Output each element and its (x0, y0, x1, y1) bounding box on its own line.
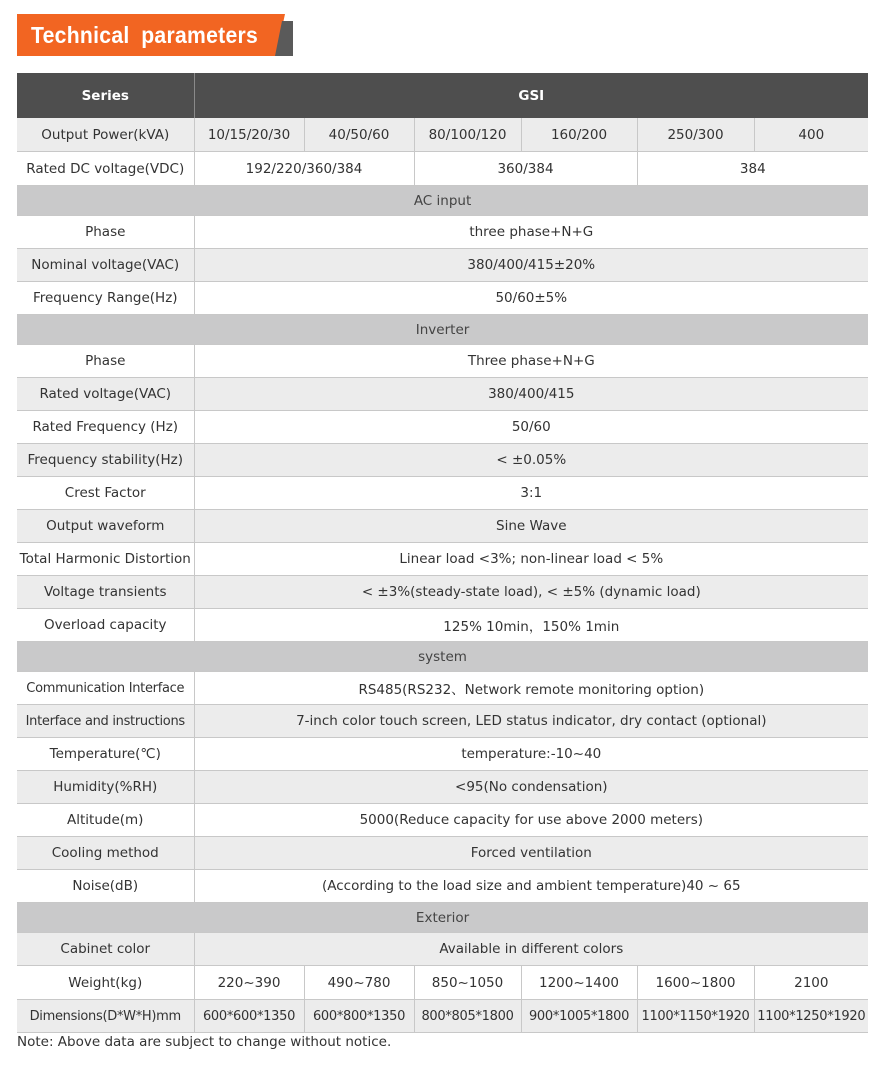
table-row (17, 966, 868, 1000)
table-row (17, 804, 868, 837)
table-cell: 850~1050 (414, 966, 521, 1000)
row-label: Phase (17, 216, 194, 249)
table-cell: 80/100/120 (414, 118, 521, 152)
row-value: 380/400/415 (194, 378, 868, 411)
row-value: Available in different colors (194, 933, 868, 966)
table-row (17, 345, 868, 378)
row-label: Weight(kg) (17, 966, 194, 1000)
row-label: Temperature(℃) (17, 738, 194, 771)
series-value: GSI (194, 73, 868, 118)
row-value: three phase+N+G (194, 216, 868, 249)
table-row (17, 933, 868, 966)
table-cell: 160/200 (521, 118, 637, 152)
row-value: 5000(Reduce capacity for use above 2000 meters) (194, 804, 868, 837)
row-value: (According to the load size and ambient temperature)40 ~ 65 (194, 870, 868, 903)
section-title: Exterior (17, 903, 868, 933)
section-banner (17, 14, 293, 56)
table-cell: 2100 (754, 966, 868, 1000)
row-label: Interface and instructions (17, 705, 194, 738)
row-label: Crest Factor (17, 477, 194, 510)
section-header-exterior (17, 903, 868, 933)
row-label: Output Power(kVA) (17, 118, 194, 152)
row-label: Noise(dB) (17, 870, 194, 903)
row-value: < ±0.05% (194, 444, 868, 477)
row-value: 50/60±5% (194, 282, 868, 315)
table-cell: 1100*1250*1920 (754, 1000, 868, 1033)
table-header-row (17, 73, 868, 118)
section-header-ac-input (17, 186, 868, 216)
table-row (17, 870, 868, 903)
row-value: Forced ventilation (194, 837, 868, 870)
table-cell: 250/300 (637, 118, 754, 152)
row-label: Dimensions(D*W*H)mm (17, 1000, 194, 1033)
row-label: Voltage transients (17, 576, 194, 609)
row-label: Rated DC voltage(VDC) (17, 152, 194, 186)
table-row (17, 609, 868, 642)
row-label: Frequency Range(Hz) (17, 282, 194, 315)
row-label: Rated voltage(VAC) (17, 378, 194, 411)
table-cell: 490~780 (304, 966, 414, 1000)
table-row (17, 1000, 868, 1033)
table-cell: 1100*1150*1920 (637, 1000, 754, 1033)
table-row (17, 477, 868, 510)
row-label: Cooling method (17, 837, 194, 870)
table-cell: 600*800*1350 (304, 1000, 414, 1033)
table-cell: 360/384 (414, 152, 637, 186)
row-label: Frequency stability(Hz) (17, 444, 194, 477)
table-row (17, 576, 868, 609)
row-value: 50/60 (194, 411, 868, 444)
page-title: Technical parameters (31, 22, 259, 48)
table-row (17, 378, 868, 411)
section-header-system (17, 642, 868, 672)
series-header: Series (17, 73, 194, 118)
table-row (17, 411, 868, 444)
table-row (17, 444, 868, 477)
row-label: Rated Frequency (Hz) (17, 411, 194, 444)
row-value: Linear load <3%; non-linear load < 5% (194, 543, 868, 576)
row-value: 3:1 (194, 477, 868, 510)
table-row (17, 152, 868, 186)
row-label: Nominal voltage(VAC) (17, 249, 194, 282)
row-label: Output waveform (17, 510, 194, 543)
table-row (17, 705, 868, 738)
table-cell: 10/15/20/30 (194, 118, 304, 152)
table-cell: 220~390 (194, 966, 304, 1000)
table-row (17, 216, 868, 249)
row-value: Three phase+N+G (194, 345, 868, 378)
section-title: AC input (17, 186, 868, 216)
table-row (17, 118, 868, 152)
section-header-inverter (17, 315, 868, 345)
row-value: 7-inch color touch screen, LED status indicator, dry contact (optional) (194, 705, 868, 738)
row-value: 380/400/415±20% (194, 249, 868, 282)
row-label: Total Harmonic Distortion (17, 543, 194, 576)
table-cell: 40/50/60 (304, 118, 414, 152)
row-label: Phase (17, 345, 194, 378)
footnote: Note: Above data are subject to change without notice. (17, 1034, 392, 1050)
row-value: 125% 10min，150% 1min (194, 609, 868, 642)
table-cell: 192/220/360/384 (194, 152, 414, 186)
table-cell: 400 (754, 118, 868, 152)
table-cell: 900*1005*1800 (521, 1000, 637, 1033)
row-value: temperature:-10~40 (194, 738, 868, 771)
row-value: RS485(RS232、Network remote monitoring option) (194, 672, 868, 705)
table-row (17, 249, 868, 282)
spec-table (17, 73, 868, 1033)
row-label: Humidity(%RH) (17, 771, 194, 804)
row-label: Communication Interface (17, 672, 194, 705)
table-row (17, 771, 868, 804)
row-label: Cabinet color (17, 933, 194, 966)
table-row (17, 510, 868, 543)
table-row (17, 837, 868, 870)
table-row (17, 543, 868, 576)
table-cell: 600*600*1350 (194, 1000, 304, 1033)
table-cell: 800*805*1800 (414, 1000, 521, 1033)
table-cell: 384 (637, 152, 868, 186)
section-title: Inverter (17, 315, 868, 345)
table-row (17, 738, 868, 771)
section-title: system (17, 642, 868, 672)
row-value: <95(No condensation) (194, 771, 868, 804)
row-value: Sine Wave (194, 510, 868, 543)
row-label: Altitude(m) (17, 804, 194, 837)
row-value: < ±3%(steady-state load), < ±5% (dynamic load) (194, 576, 868, 609)
table-cell: 1200~1400 (521, 966, 637, 1000)
table-cell: 1600~1800 (637, 966, 754, 1000)
row-label: Overload capacity (17, 609, 194, 642)
table-row (17, 282, 868, 315)
table-row (17, 672, 868, 705)
